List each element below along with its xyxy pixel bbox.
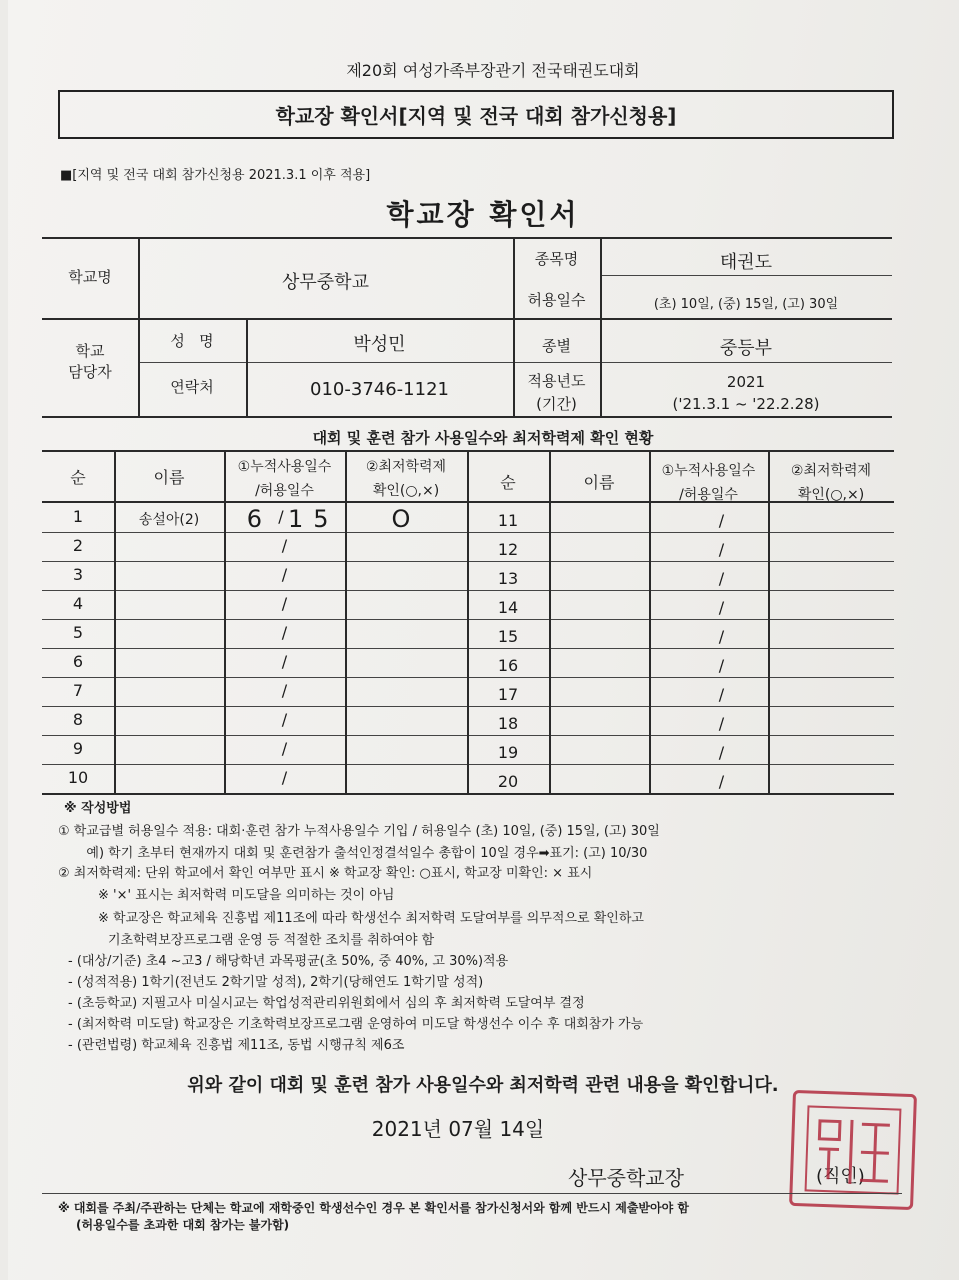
row-number: 20 xyxy=(497,772,519,791)
row-number: 3 xyxy=(72,565,84,584)
col-days-right-2: /허용일수 xyxy=(679,487,738,503)
row-number: 15 xyxy=(497,627,519,646)
row-number: 7 xyxy=(72,681,84,700)
seal-icon xyxy=(801,1102,904,1197)
division-value: 중등부 xyxy=(719,338,773,359)
instruction-line: ① 학교급별 허용일수 적용: 대회·훈련 참가 누적사용일수 기입 / 허용일수 (초) 10일, (중) 15일, (고) 30일 xyxy=(58,824,660,839)
col-min-right-2: 확인(○,×) xyxy=(797,487,865,503)
instruction-line: - (최저학력 미도달) 학교장은 기초학력보장프로그램 운영하여 미도달 학생선수 이수 후 대회참가 가능 xyxy=(68,1017,644,1032)
days-slash: / xyxy=(718,656,725,675)
event-title: 제20회 여성가족부장관기 전국태권도대회 xyxy=(346,61,640,80)
instruction-line: - (관련법령) 학교체육 진흥법 제11조, 동법 시행규칙 제6조 xyxy=(68,1038,405,1053)
instruction-line: ※ '×' 표시는 최저학력 미도달을 의미하는 것이 아님 xyxy=(98,888,395,903)
days-slash: / xyxy=(718,772,725,791)
row-number: 10 xyxy=(67,768,89,787)
days-slash: / xyxy=(281,652,288,671)
days-slash: / xyxy=(718,569,725,588)
col-name-left: 이름 xyxy=(153,468,185,487)
days-slash: / xyxy=(281,739,288,758)
manager-label-2: 담당자 xyxy=(68,363,112,381)
instructions-heading: ※ 작성방법 xyxy=(64,801,132,816)
allowed-days-value: (초) 10일, (중) 15일, (고) 30일 xyxy=(653,297,839,312)
confirm-date: 2021년 07월 14일 xyxy=(371,1117,545,1141)
division-label: 종별 xyxy=(542,337,571,355)
row-number: 9 xyxy=(72,739,84,758)
days-slash: / xyxy=(718,714,725,733)
document-page xyxy=(8,0,959,1280)
row-number: 8 xyxy=(72,710,84,729)
days-slash: / xyxy=(281,681,288,700)
row-number: 12 xyxy=(497,540,519,559)
row-number: 1 xyxy=(72,507,84,526)
instruction-line: - (초등학교) 지필고사 미실시교는 학업성적관리위원회에서 심의 후 최저학력 도달여부 결정 xyxy=(68,996,585,1011)
row-number: 18 xyxy=(497,714,519,733)
days-slash: / xyxy=(281,768,288,787)
col-days-right-1: ①누적사용일수 xyxy=(661,463,756,479)
seal-label: (직인) xyxy=(816,1166,865,1187)
instruction-line: - (성적적용) 1학기(전년도 2학기말 성적), 2학기(당해연도 1학기말 성적) xyxy=(68,975,484,990)
apply-year-value-2: ('21.3.1 ~ '22.2.28) xyxy=(672,395,820,413)
row-number: 16 xyxy=(497,656,519,675)
days-slash: / xyxy=(718,511,725,530)
principal-title: 상무중학교장 xyxy=(568,1166,684,1190)
confirm-statement: 위와 같이 대회 및 훈련 참가 사용일수와 최저학력 관련 내용을 확인합니다. xyxy=(187,1075,779,1096)
row-number: 2 xyxy=(72,536,84,555)
col-min-left-2: 확인(○,×) xyxy=(372,483,440,499)
apply-year-label-2: (기간) xyxy=(536,395,577,413)
row-number: 19 xyxy=(497,743,519,762)
contact-label: 연락처 xyxy=(170,378,214,396)
row-number: 11 xyxy=(497,511,519,530)
row-number: 13 xyxy=(497,569,519,588)
instruction-line: 기초학력보장프로그램 운영 등 적절한 조치를 취하여야 함 xyxy=(108,933,435,948)
status-title: 대회 및 훈련 참가 사용일수와 최저학력제 확인 현황 xyxy=(312,429,654,447)
row-number: 6 xyxy=(72,652,84,671)
doc-title: 학교장 확인서 xyxy=(386,198,580,231)
manager-label-1: 학교 xyxy=(75,342,105,360)
applicable-note: ■[지역 및 전국 대회 참가신청용 2021.3.1 이후 적용] xyxy=(60,168,371,183)
manager-name: 박성민 xyxy=(353,334,406,355)
school-value: 상무중학교 xyxy=(282,272,369,293)
days-slash: / xyxy=(281,536,288,555)
days-slash: / xyxy=(281,623,288,642)
school-label: 학교명 xyxy=(68,268,112,286)
days-slash: / xyxy=(278,507,284,526)
col-min-left-1: ②최저학력제 xyxy=(365,459,447,475)
instruction-line: 예) 학기 초부터 현재까지 대회 및 훈련참가 출석인정결석일수 총합이 10일 경우➡표기: (고) 10/30 xyxy=(74,846,648,861)
used-days: 6 xyxy=(246,505,272,533)
name-label: 성 명 xyxy=(170,332,214,350)
row-number: 4 xyxy=(72,594,84,613)
days-slash: / xyxy=(281,565,288,584)
instruction-line: ※ 학교장은 학교체육 진흥법 제11조에 따라 학생선수 최저학력 도달여부를 의무적으로 확인하고 xyxy=(98,911,644,926)
allowed-days: 15 xyxy=(288,505,339,533)
footer-note-1: ※ 대회를 주최/주관하는 단체는 학교에 재학중인 학생선수인 경우 본 확인서를 참가신청서와 함께 반드시 제출받아야 함 xyxy=(58,1201,689,1215)
allowed-days-label: 허용일수 xyxy=(527,291,586,309)
col-name-right: 이름 xyxy=(583,473,615,492)
row-number: 14 xyxy=(497,598,519,617)
apply-year-label-1: 적용년도 xyxy=(527,372,586,390)
days-slash: / xyxy=(718,540,725,559)
col-no-left: 순 xyxy=(70,468,86,487)
col-days-left-1: ①누적사용일수 xyxy=(237,459,332,475)
row-number: 17 xyxy=(497,685,519,704)
days-slash: / xyxy=(718,598,725,617)
min-check: O xyxy=(391,505,421,533)
student-name: 송설아(2) xyxy=(138,512,200,528)
instruction-line: ② 최저학력제: 단위 학교에서 확인 여부만 표시 ※ 학교장 확인: ○표시, 학교장 미확인: × 표시 xyxy=(58,866,593,881)
banner-title: 학교장 확인서[지역 및 전국 대회 참가신청용] xyxy=(275,104,677,128)
days-slash: / xyxy=(281,594,288,613)
col-no-right: 순 xyxy=(500,473,516,492)
row-number: 5 xyxy=(72,623,84,642)
days-slash: / xyxy=(718,743,725,762)
days-slash: / xyxy=(718,627,725,646)
footer-note-2: (허용일수를 초과한 대회 참가는 불가함) xyxy=(76,1218,290,1232)
event-label: 종목명 xyxy=(534,250,579,268)
col-days-left-2: /허용일수 xyxy=(255,483,314,499)
apply-year-value-1: 2021 xyxy=(726,373,766,391)
days-slash: / xyxy=(718,685,725,704)
contact-value: 010-3746-1121 xyxy=(310,379,449,400)
days-slash: / xyxy=(281,710,288,729)
col-min-right-1: ②최저학력제 xyxy=(790,463,872,479)
event-value: 태권도 xyxy=(719,252,773,273)
instruction-line: - (대상/기준) 초4 ~고3 / 해당학년 과목평균(초 50%, 중 40%, 고 30%)적용 xyxy=(68,954,509,969)
